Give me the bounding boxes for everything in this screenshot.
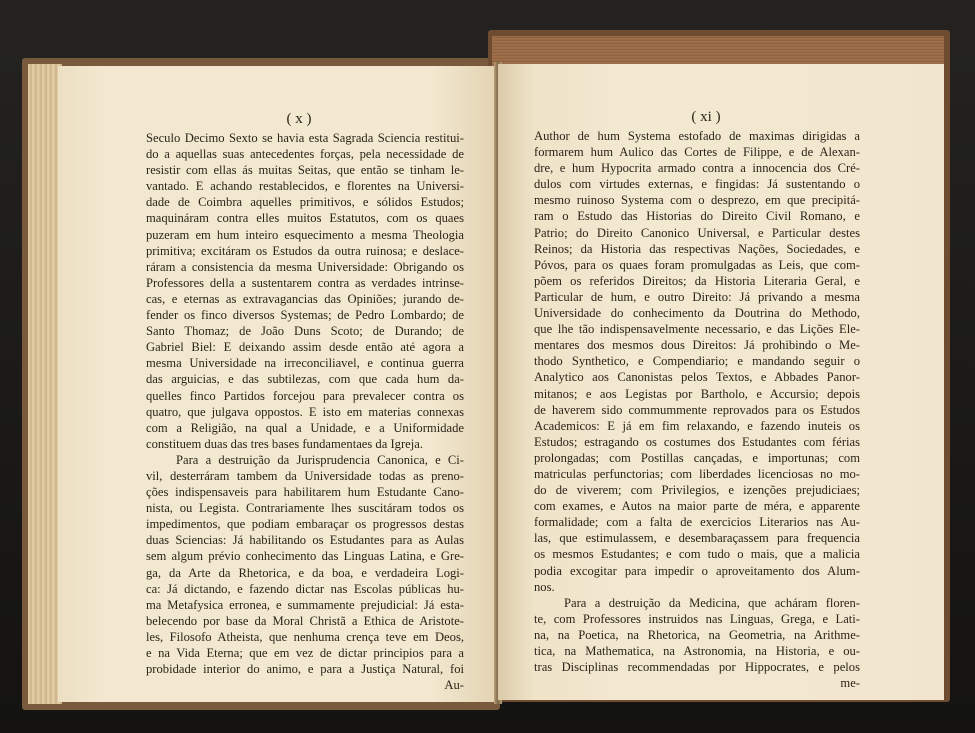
text-line: das arguicias, e das subtilezas, com que cada hum da- (146, 372, 464, 387)
text-line: Patrio; do Direito Canonico Universal, e Particular destes (534, 225, 860, 240)
text-line: Academicos: E já em fim relaxando, e fazendo inuteis os (534, 418, 860, 433)
text-line: Póvos, para os quaes foram promulgadas as Leis, que com- (534, 257, 860, 272)
text-line: ma Metafysica erronea, e summamente prejudicial: Já esta- (146, 597, 464, 612)
right-page-text (534, 128, 860, 691)
text-line: maquináram contra elles muitos Estatutos, com os quaes (146, 211, 464, 226)
text-line: vil, desterráram tambem da Universidade todas as preno- (146, 468, 464, 483)
text-line: Author de hum Systema estofado de maximas dirigidas a (534, 129, 860, 143)
text-line: sem algum prévio conhecimento das Linguas Latina, e Gre- (146, 549, 464, 564)
text-line: dade de Coimbra aquelles primitivos, e sólidos Estudos; (146, 195, 464, 210)
text-line: ram o Estudo das Historias do Direito Civil Romano, e (534, 209, 860, 224)
text-line: quatro, que julgava oppostos. E isto em materias connexas (146, 404, 464, 419)
text-line: de haverem sido commummente reprovados para os Estudos (534, 402, 860, 417)
text-line: formalidade; com a falta de exercicios Literarios nas Au- (534, 515, 860, 530)
text-line: dulos com virtudes externas, e fingidas: Já sustentando o (534, 177, 860, 192)
text-line: vantado. E achando restablecidos, e florentes na Universi- (146, 179, 464, 194)
text-line: Para a destruição da Jurisprudencia Canonica, e Ci- (176, 452, 464, 467)
text-line: te, com Professores instruidos nas Linguas, Grega, e Lati- (534, 611, 860, 626)
text-line: tica, na Mathematica, na Astronomia, na Historia, e ou- (534, 644, 860, 658)
text-line: constituem duas das tres bases fundamentaes da Igreja. (146, 436, 423, 451)
page-edges-top-right (492, 36, 944, 66)
left-page (58, 66, 494, 702)
text-line: nos. (534, 579, 555, 594)
text-line: ga, da Arte da Rhetorica, e da boa, e verdadeira Logi- (146, 565, 464, 580)
text-line: primitiva; excitáram os Estudos da outra ruinosa; e deslace- (146, 243, 464, 258)
text-line: resistir com ellas ás muitas Seitas, que então se tinham le- (146, 163, 464, 178)
text-line: Estudos; estragando os costumes dos Estudantes com férias (534, 434, 860, 449)
text-line: quelles finco Partidos forcejou para prevalecer contra os (146, 388, 464, 403)
text-line: Santo Thomaz; de João Duns Scoto; de Durando; de (146, 324, 464, 339)
text-line: belecendo por base da Moral Christã a Ethica de Aristote- (146, 613, 464, 628)
text-line: formarem hum Aulico das Cortes de Filippe, e de Alexan- (534, 145, 860, 160)
text-line: fender os finco diversos Systemas; de Pedro Lombardo; de (146, 308, 464, 323)
text-line: e na Vida Eterna; que em vez de dictar principios para a (146, 646, 464, 660)
text-line: com exames, e Autos na maior parte de méra, e apparente (534, 499, 860, 514)
page-edges-left (28, 64, 62, 704)
text-line: cas, e eternas as extravagancias das Opiniões; jurando de- (146, 291, 464, 306)
text-line: na, na Poetica, na Rhetorica, na Geometria, na Arithme- (534, 627, 860, 642)
text-line: Seculo Decimo Sexto se havia esta Sagrada Sciencia restitui- (146, 131, 464, 145)
text-line: mesma Universidade na irreconciliavel, e continua guerra (146, 356, 464, 371)
text-line: impedimentos, que podiam embaraçar os progressos destas (146, 517, 464, 532)
right-page (498, 64, 944, 700)
text-line: põem os referidos Direitos; da Historia Literaria Geral, e (534, 273, 860, 288)
text-line: nista, ou Legista. Contrariamente lhes suscitáram todos os (146, 501, 464, 516)
left-page-text (146, 130, 464, 693)
text-line: Gabriel Biel: E deixando assim desde então até agora a (146, 340, 464, 355)
text-line: probidade interior do animo, e para a Justiça Natural, foi (146, 662, 464, 677)
text-line: me- (840, 676, 860, 691)
text-line: Analytico aos Canonistas pelos Textos, e Abbades Panor- (534, 370, 860, 385)
text-line: Universidade do conhecimento da Doutrina do Methodo, (534, 306, 860, 321)
page-number-right: ( xi ) (691, 109, 721, 125)
text-line: mentares dos mesmos dous Direitos: Já prohibindo o Me- (534, 338, 860, 353)
text-line: Para a destruição da Medicina, que acháram floren- (564, 595, 860, 610)
text-line: les, Filosofo Atheista, que nenhuma crença teve em Deos, (146, 629, 464, 644)
text-line: dre, e hum Hypocrita armado contra a innocencia dos Cré- (534, 161, 860, 176)
text-line: podia excogitar para impedir o aproveitamento dos Alum- (534, 563, 860, 578)
text-line: os mesmos Estudantes; e com tudo o mais, que a malicia (534, 547, 860, 562)
text-line: ráram a consistencia da mesma Universidade: Obrigando os (146, 259, 464, 274)
text-line: ções indispensaveis para habilitarem hum Estudante Cano- (146, 485, 464, 500)
text-line: duas Sciencias: Já habilitando os Estudantes para as Aulas (146, 533, 464, 548)
text-line: que lhe tão indispensavelmente necessario, e das Lições Ele- (534, 322, 860, 337)
text-line: mesmo ruinoso Systema com o desprezo, em que precipitá- (534, 193, 860, 208)
text-line: Particular de hum, e outro Direito: Já privando a mesma (534, 289, 860, 304)
text-line: com a Religião, na qual a Unidade, e a Uniformidade (146, 420, 464, 435)
text-line: ca: Já dictando, e fazendo dictar nas Escolas públicas hu- (146, 581, 464, 596)
text-line: prolongadas; com Postillas cançadas, e importunas; com (534, 450, 860, 465)
text-line: thodo Synthetico, e Compendiario; e mandando seguir o (534, 354, 860, 369)
page-number-left: ( x ) (286, 111, 312, 127)
text-line: tras Disciplinas recommendadas por Hippocrates, e pelos (534, 660, 860, 675)
text-line: Reinos; da Historia das respectivas Nações, Sociedades, e (534, 241, 860, 256)
text-line: las, que estimulassem, e desembaraçassem para frequencia (534, 531, 860, 546)
text-line: do de viverem; com Privilegios, e izenções prejudiciaes; (534, 483, 860, 498)
text-line: puzeram em hum inteiro esquecimento a mesma Theologia (146, 227, 464, 242)
text-line: Au- (444, 678, 464, 693)
text-line: do a aquellas suas antecedentes forças, pela necessidade de (146, 147, 464, 162)
text-line: Professores della a sustentarem contra as verdades intrinse- (146, 275, 464, 290)
text-line: matriculas perfunctorias; com liberdades licenciosas no mo- (534, 466, 860, 481)
text-line: mitanos; e aos Legistas por Bartholo, e Accursio; depois (534, 386, 860, 401)
